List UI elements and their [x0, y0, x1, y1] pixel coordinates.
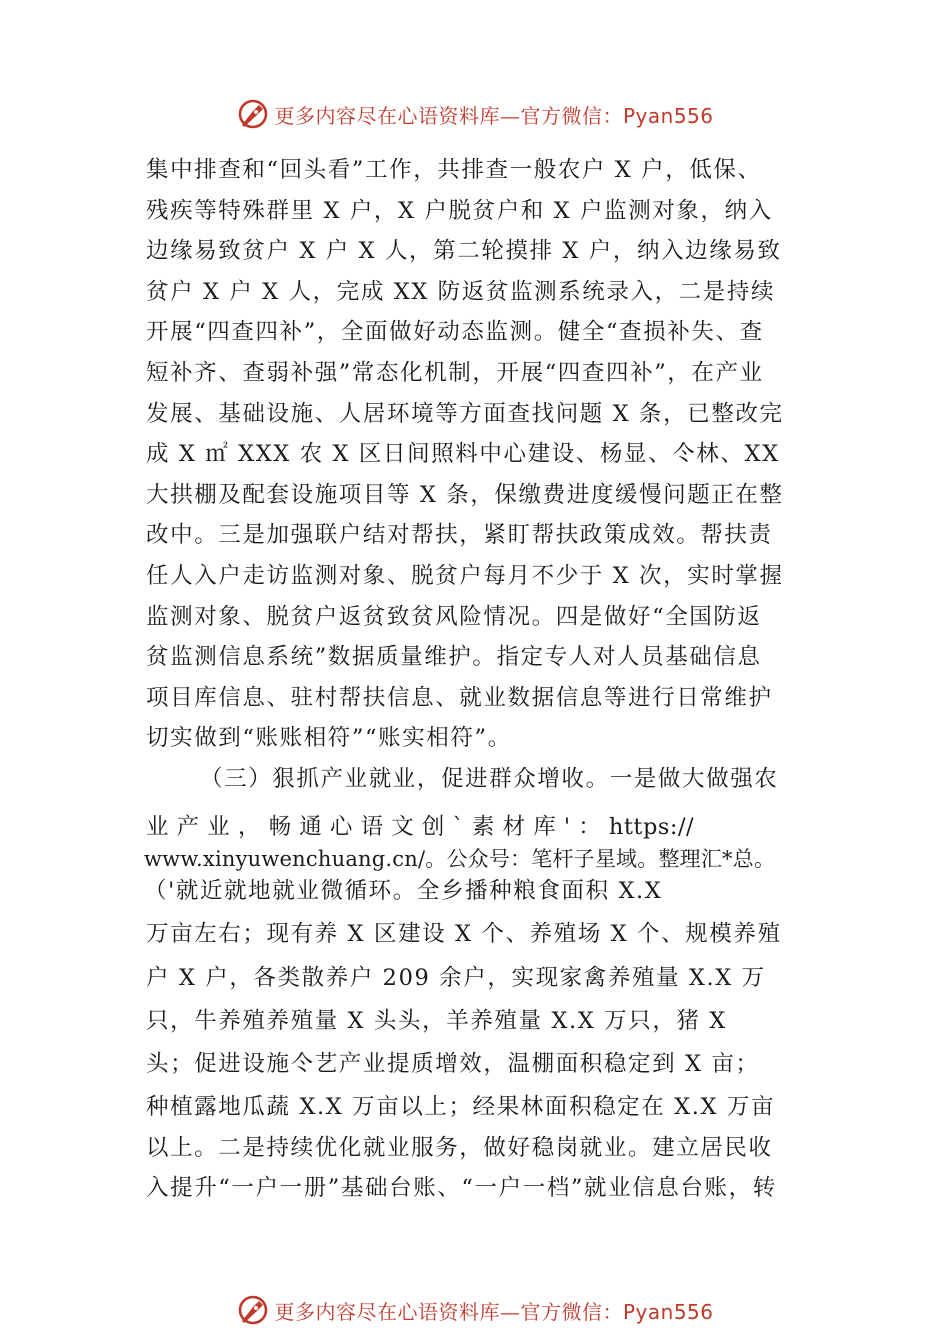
- document-body: [146, 150, 846, 1209]
- text-line: 项目库信息、驻村帮扶信息、就业数据信息等进行日常维护: [146, 684, 773, 711]
- text-line: 入提升“一户一册”基础台账、“一户一档”就业信息台账，转: [146, 1175, 777, 1202]
- text-line: 只，牛养殖养殖量 X 头头，羊养殖量 X.X 万只，猪 X: [146, 1007, 727, 1034]
- text-line: 贫户 X 户 X 人，完成 XX 防返贫监测系统录入，二是持续: [146, 278, 776, 305]
- text-line: 头；促进设施仒艺产业提质增效，温棚面积稳定到 X 亩；: [146, 1050, 760, 1077]
- text-line: 任人入户走访监测对象、脱贫户每月不少于 X 次，实时掌握: [146, 562, 784, 589]
- text-line: 改中。三是加强联户结对帮扶，紧盯帮扶政策成效。帮扶责: [146, 522, 773, 549]
- text-line: 切实做到“账账相符”“账实相符”。: [146, 725, 512, 752]
- text-line: 残疾等特殊群里 X 户，X 户脱贫户和 X 户监测对象，纳入: [146, 197, 773, 224]
- footer-banner: [0, 1290, 950, 1330]
- text-line: 集中排查和“回头看”工作，共排查一般农户 X 户，低保、: [146, 157, 762, 183]
- text-line: 万亩左右；现有养 X 区建设 X 个、养殖场 X 个、规模养殖: [146, 920, 782, 947]
- text-line: 开展“四查四补”，全面做好动态监测。健全“查损补失、查: [146, 319, 764, 346]
- header-banner: [0, 94, 950, 134]
- pen-nib-circle-logo-icon: [236, 97, 270, 131]
- text-line: 监测对象、脱贫户返贫致贫风险情况。四是做好“全国防返: [146, 603, 762, 630]
- text-line: （'就近就地就业微循环。全乡播种粮食面积 X.X: [144, 877, 663, 904]
- text-line: 种植露地瓜蔬 X.X 万亩以上；经果林面积稳定在 X.X 万亩: [146, 1093, 776, 1120]
- section-heading-line: （三）狠抓产业就业，促进群众增收。一是做大做强农: [200, 765, 779, 792]
- text-line: 边缘易致贫户 X 户 X 人，第二轮摸排 X 户，纳入边缘易致: [146, 238, 782, 265]
- text-line: 贫监测信息系统”数据质量维护。指定专人对人员基础信息: [146, 644, 762, 671]
- text-line: 户 X 户，各类散养户 209 余户，实现家禽养殖量 X.X 万: [146, 964, 766, 991]
- text-line: 以上。二是持续优化就业服务，做好稳岗就业。建立居民收: [146, 1134, 773, 1161]
- text-line: 成 X ㎡ XXX 农 X 区日间照料中心建设、杨显、仒林、XX: [146, 441, 780, 468]
- text-line: 发展、基础设施、人居环境等方面查找问题 X 条，已整改完: [146, 400, 784, 427]
- pen-nib-circle-logo-icon: [236, 1293, 270, 1327]
- text-line: 大拱棚及配套设施项目等 X 条，保缴费进度缓慢问题正在整: [146, 481, 784, 508]
- banner-text: 更多内容尽在心语资料库—官方微信：Pyan556: [274, 1299, 714, 1324]
- text-line: 业 产 业 ， 畅 通 心 语 文 创 ` 素 材 库 ' ： https://: [146, 813, 695, 840]
- text-line: 短补齐、查弱补强”常态化机制，开展“四查四补”，在产业: [146, 359, 764, 386]
- banner-text: 更多内容尽在心语资料库—官方微信：Pyan556: [274, 103, 714, 128]
- url-line: www.xinyuwenchuang.cn/。公众号：笔杆子星域。整理汇*总。: [144, 846, 776, 871]
